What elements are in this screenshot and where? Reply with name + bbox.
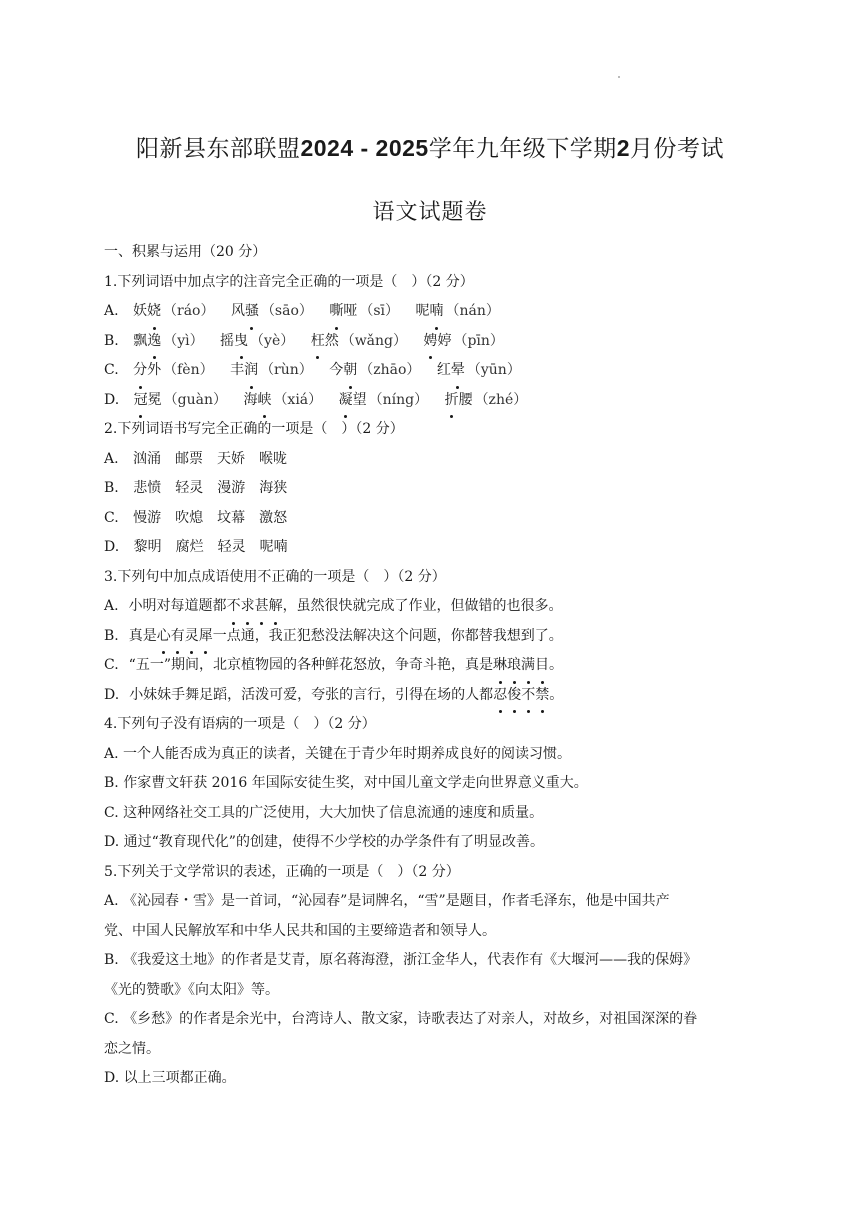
word-char: 婷 (437, 332, 452, 349)
word: 吹熄 (175, 509, 204, 526)
pinyin: （rùn） (260, 362, 313, 378)
word: 轻灵 (175, 480, 204, 496)
dotted-char: 逸 (147, 327, 161, 357)
word: 天娇 (217, 450, 246, 467)
pinyin: （sāo） (260, 303, 313, 319)
dotted-char: 曳 (234, 327, 248, 357)
pinyin: （sī） (359, 303, 400, 319)
question-2-stem: 2.下列词语书写完全正确的一项是（ ）（2 分） (104, 421, 404, 437)
question-5-option-a-line1: A. 《沁园春・雪》是一首词，“沁园春”是词牌名，“雪”是题目，作者毛泽东，他是中国共产 (104, 893, 670, 909)
dotted-idiom (227, 598, 283, 614)
title-month: 2 (616, 135, 631, 161)
pinyin: （pīn） (453, 332, 504, 349)
word-char: 海 (243, 391, 258, 408)
question-1-option-b (104, 327, 754, 357)
pinyin: （yì） (163, 332, 204, 349)
dotted-char: 润 (244, 356, 258, 386)
question-5-option-a-line2: 党、中国人民解放军和中华人民共和国的主要缔造者和领导人。 (104, 922, 496, 939)
dotted-char: 分 (133, 356, 147, 386)
pinyin: （zhé） (474, 391, 528, 408)
dotted-char: 有 (171, 622, 185, 652)
question-3-stem: 3.下列句中加点成语使用不正确的一项是（ ）（2 分） (104, 568, 446, 585)
word-char: 妖 (133, 303, 148, 319)
question-4-stem: 4.下列句子没有语病的一项是（ ）（2 分） (104, 716, 376, 732)
question-4-option-a: A. 一个人能否成为真正的读者，关键在于青少年时期养成良好的阅读习惯。 (104, 745, 572, 762)
dotted-char: 甚 (255, 592, 269, 622)
word-char: 红 (436, 362, 451, 378)
title-part: 学年九年级下学期 (428, 136, 617, 162)
dotted-char: 喃 (429, 297, 443, 327)
sentence-text: 真是 (128, 627, 157, 644)
dotted-char: 禁 (535, 681, 549, 711)
title-part: 月份考试 (630, 136, 725, 162)
dotted-char: 嘶 (329, 297, 343, 327)
word: 喉咙 (259, 450, 288, 467)
scan-speck (618, 76, 620, 78)
option-label: A. (104, 303, 119, 319)
dotted-char: 琳 (493, 651, 507, 681)
sentence-text: 。 (549, 657, 563, 673)
option-label: C. (104, 657, 119, 673)
word: 坟幕 (217, 509, 246, 526)
word-char: 飘 (133, 332, 148, 349)
question-4-option-c: C. 这种网络社交工具的广泛使用，大大加快了信息流通的速度和质量。 (104, 804, 544, 821)
option-label: A. (104, 598, 119, 614)
pinyin: （fèn） (163, 362, 214, 378)
question-2-option-c (104, 504, 754, 534)
dotted-char: 娉 (423, 327, 437, 357)
word: 汹涌 (133, 450, 162, 467)
question-3-option-a (104, 592, 754, 622)
dotted-idiom (493, 687, 549, 703)
pinyin: （ráo） (163, 303, 215, 319)
dotted-char: 枉 (311, 327, 325, 357)
word-char: 呢 (415, 303, 430, 319)
option-label: B. (104, 332, 119, 349)
section-heading: 一、积累与运用（20 分） (104, 244, 267, 260)
question-2-option-a (104, 445, 754, 475)
question-5-option-c-line2: 恋之情。 (104, 1040, 160, 1057)
sentence-text: 。 (549, 686, 564, 703)
dotted-char: 满 (521, 651, 535, 681)
sentence-text: “五一”期间，北京植物园的各种鲜花怒放，争奇斗艳，真是 (128, 657, 493, 673)
question-5-option-d: D. 以上三项都正确。 (104, 1070, 236, 1086)
pinyin: （níng） (368, 391, 429, 408)
exam-title (0, 130, 860, 163)
word-char: 丰 (230, 362, 245, 378)
question-3-option-d (104, 681, 754, 711)
dotted-char: 峡 (257, 386, 271, 416)
word: 激怒 (259, 509, 288, 526)
option-label: A. (104, 450, 119, 467)
question-5-option-c-line1: C. 《乡愁》的作者是余光中，台湾诗人、散文家，诗歌表达了对亲人，对故乡，对祖国深深的眷 (104, 1011, 698, 1027)
dotted-char: 凝 (339, 386, 353, 416)
dotted-char: 忍 (493, 681, 507, 711)
word: 黎明 (133, 539, 162, 555)
word: 腐烂 (175, 539, 204, 555)
exam-content (104, 238, 754, 1094)
question-5-option-b-line2: 《光的赞歌》《向太阳》等。 (104, 981, 279, 998)
question-2-option-b (104, 474, 754, 504)
question-3-option-b (104, 622, 754, 652)
word-char: 今 (329, 362, 344, 378)
question-1-option-c (104, 356, 754, 386)
dotted-char: 俊 (507, 681, 521, 711)
pinyin: （zhāo） (359, 362, 421, 378)
word: 海狭 (259, 480, 288, 496)
dotted-char: 折 (445, 386, 459, 416)
dotted-idiom (157, 628, 213, 644)
question-2-option-d (104, 533, 754, 563)
option-label: B. (104, 627, 119, 644)
question-3-option-c (104, 651, 754, 681)
word-char: 风 (230, 303, 245, 319)
question-1-option-d (104, 386, 754, 416)
exam-subtitle: 语文试题卷 (372, 200, 488, 225)
dotted-char: 晕 (451, 356, 465, 386)
dotted-char: 犀 (199, 622, 213, 652)
question-5-stem: 5.下列关于文学常识的表述，正确的一项是（ ）（2 分） (104, 863, 460, 880)
word-char: 腰 (458, 391, 473, 408)
dotted-char: 心 (157, 622, 171, 652)
dotted-char: 目 (535, 651, 549, 681)
dotted-char: 求 (241, 592, 255, 622)
sentence-text: 小明对每道题都 (128, 598, 227, 614)
question-5-option-b-line1: B. 《我爱这土地》的作者是艾青，原名蒋海澄，浙江金华人，代表作有《大堰河——我的保姆》 (104, 952, 698, 968)
word: 悲愤 (133, 480, 162, 496)
dotted-char: 骚 (245, 297, 259, 327)
sentence-text: 一点通，我正犯愁没法解决这个问题，你都替我想到了。 (212, 627, 563, 644)
option-label: D. (104, 686, 120, 703)
word-char: 摇 (220, 332, 235, 349)
word: 邮票 (175, 450, 204, 467)
pinyin: （nán） (445, 303, 500, 319)
sentence-text: ，虽然很快就完成了作业，但做错的也很多。 (282, 598, 563, 614)
question-4-option-d: D. 通过“教育现代化”的创建，使得不少学校的办学条件有了明显改善。 (104, 834, 544, 850)
word: 慢游 (133, 509, 162, 526)
dotted-char: 朝 (343, 356, 357, 386)
dotted-char: 娆 (147, 297, 161, 327)
pinyin: （guàn） (163, 391, 227, 408)
dotted-char: 不 (521, 681, 535, 711)
title-year: 2024 - 2025 (300, 135, 429, 161)
pinyin: （wǎng） (340, 332, 408, 349)
question-1-stem: 1.下列词语中加点字的注音完全正确的一项是（ ）（2 分） (104, 273, 474, 290)
title-part: 阳新县东部联盟 (135, 136, 301, 162)
question-1-option-a (104, 297, 754, 327)
word-char: 冕 (147, 391, 162, 408)
option-label: B. (104, 480, 119, 496)
dotted-char: 灵 (185, 622, 199, 652)
word: 漫游 (217, 480, 246, 496)
sentence-text: 小妹妹手舞足蹈，活泼可爱，夸张的言行，引得在场的人都 (129, 686, 494, 703)
word-char: 外 (147, 362, 162, 378)
dotted-char: 解 (269, 592, 283, 622)
option-label: D. (104, 391, 120, 408)
pinyin: （yūn） (466, 362, 521, 378)
question-4-option-b: B. 作家曹文轩获 2016 年国际安徒生奖，对中国儿童文学走向世界意义重大。 (104, 775, 588, 791)
word-char: 哑 (343, 303, 358, 319)
word: 轻灵 (217, 539, 246, 555)
word-char: 望 (352, 391, 367, 408)
option-label: D. (104, 539, 120, 555)
option-label: C. (104, 509, 119, 526)
dotted-char: 不 (227, 592, 241, 622)
dotted-char: 冠 (134, 386, 148, 416)
word: 呢喃 (259, 539, 288, 555)
dotted-char: 琅 (507, 651, 521, 681)
option-label: C. (104, 362, 119, 378)
pinyin: （xiá） (273, 391, 323, 408)
word-char: 然 (324, 332, 339, 349)
pinyin: （yè） (250, 332, 295, 349)
dotted-idiom (493, 657, 549, 673)
